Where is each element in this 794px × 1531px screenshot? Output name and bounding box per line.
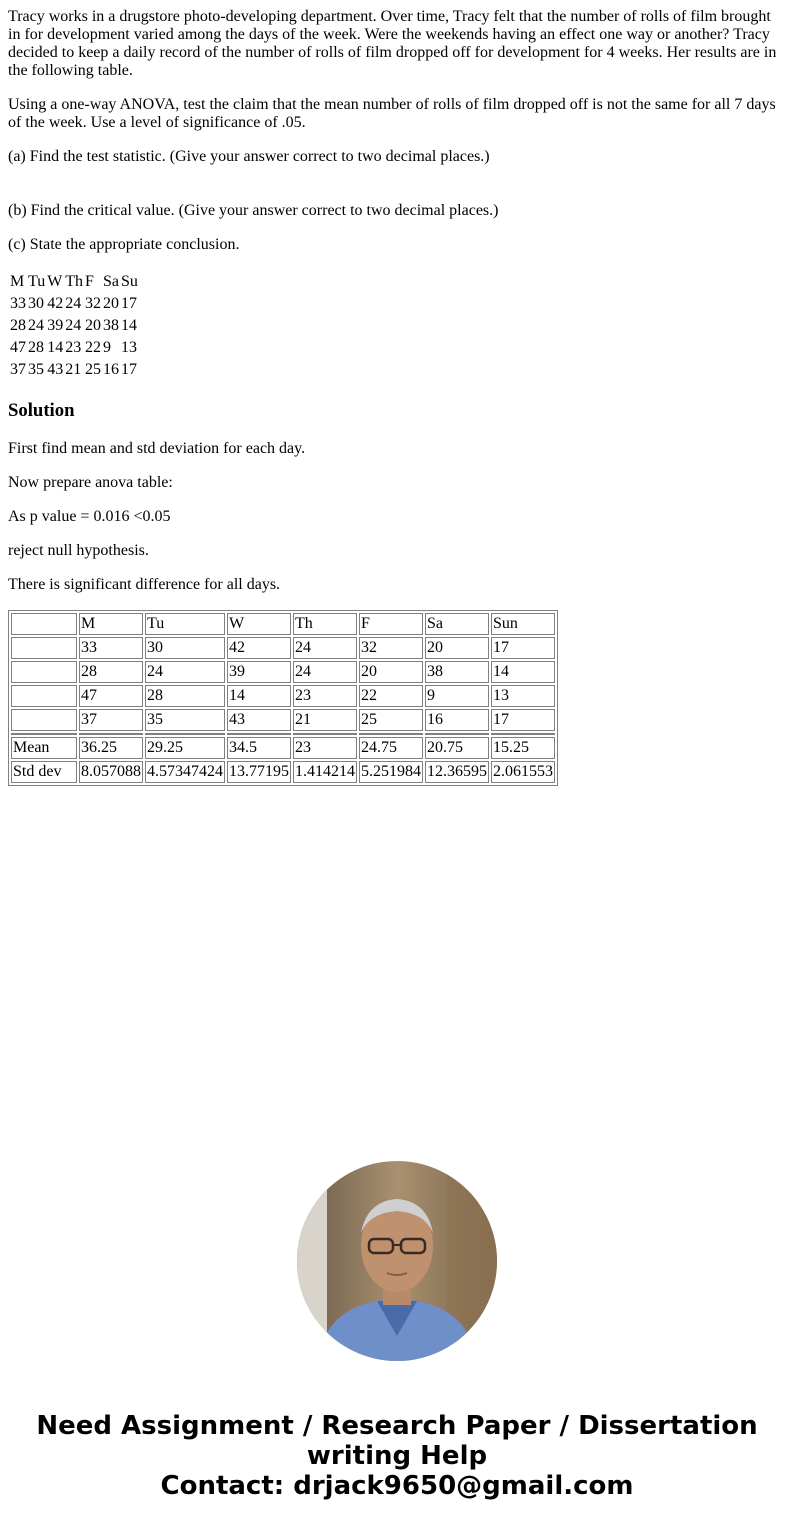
table-cell: 4.57347424 — [145, 761, 225, 783]
table-row-spacer — [11, 733, 555, 735]
table-cell: 14 — [227, 685, 291, 707]
table-cell: 43 — [227, 709, 291, 731]
table-cell: 24 — [145, 661, 225, 683]
table-cell: 42 — [227, 637, 291, 659]
table-cell: 13 — [121, 339, 137, 356]
table-cell: 2.061553 — [491, 761, 555, 783]
table-cell: 9 — [103, 339, 111, 356]
table-cell: 15.25 — [491, 737, 555, 759]
table-row — [10, 338, 138, 358]
header-cell — [11, 613, 77, 635]
table-cell: 14 — [47, 339, 64, 356]
header-cell: Th — [293, 613, 357, 635]
table-cell: 14 — [491, 661, 555, 683]
table-cell: 33 — [10, 295, 26, 312]
table-cell: 29.25 — [145, 737, 225, 759]
table-cell — [11, 637, 77, 659]
table-cell: 13 — [491, 685, 555, 707]
table-cell — [425, 733, 489, 735]
table-cell: 30 — [145, 637, 225, 659]
question-a: (a) Find the test statistic. (Give your answer correct to two decimal places.) — [8, 148, 490, 165]
table-row — [10, 294, 138, 314]
header-cell: F — [85, 273, 94, 290]
header-cell: M — [10, 273, 25, 290]
problem-intro: Tracy works in a drugstore photo-developing department. Over time, Tracy felt that the number of rolls of film brought in for development varied among the days of the week. Were the weekends having an effect one way or another? Tracy decided to keep a daily record of the number of rolls of film dropped off for development for 4 weeks. Her results are in the following table. — [8, 8, 777, 79]
header-cell: Sa — [103, 273, 119, 290]
table-cell: 21 — [293, 709, 357, 731]
header-cell: Tu — [145, 613, 225, 635]
table-cell — [11, 685, 77, 707]
table-cell: 37 — [79, 709, 143, 731]
header-cell: Tu — [28, 273, 46, 290]
table-cell: 12.36595 — [425, 761, 489, 783]
table-cell: 33 — [79, 637, 143, 659]
table-cell: 42 — [47, 295, 64, 312]
table-cell: 24 — [65, 295, 82, 312]
std-dev-row — [11, 761, 555, 783]
table-cell: 36.25 — [79, 737, 143, 759]
table-cell: Std dev — [11, 761, 77, 783]
table-cell: 35 — [28, 361, 44, 378]
table-cell: 20 — [359, 661, 423, 683]
table-cell: 39 — [47, 317, 64, 334]
header-cell: W — [47, 273, 63, 290]
table-cell — [11, 733, 77, 735]
author-avatar — [297, 1161, 497, 1361]
table-cell — [293, 733, 357, 735]
data-table — [8, 270, 140, 382]
table-cell: 47 — [10, 339, 26, 356]
table-cell — [227, 733, 291, 735]
summary-table — [8, 610, 558, 786]
table-cell: 5.251984 — [359, 761, 423, 783]
table-cell: 13.77195 — [227, 761, 291, 783]
table-row — [10, 316, 138, 336]
table-cell: 47 — [79, 685, 143, 707]
table-cell: 9 — [425, 685, 489, 707]
table-cell: 8.057088 — [79, 761, 143, 783]
table-row — [10, 360, 138, 380]
solution-step-5: There is significant difference for all days. — [8, 576, 281, 593]
table-cell — [359, 733, 423, 735]
header-cell: Su — [121, 273, 138, 290]
table-cell: 17 — [121, 295, 137, 312]
solution-step-2: Now prepare anova table: — [8, 474, 173, 491]
table-cell: 34.5 — [227, 737, 291, 759]
table-cell — [11, 709, 77, 731]
document-body — [0, 8, 794, 786]
table-cell: 43 — [47, 361, 64, 378]
promo-line: Need Assignment / Research Paper / Dissertation — [36, 1411, 758, 1441]
header-cell: Th — [65, 273, 83, 290]
header-cell: M — [79, 613, 143, 635]
table-cell: 20 — [85, 317, 101, 334]
table-row — [11, 685, 555, 707]
header-cell: F — [359, 613, 423, 635]
table-cell: 23 — [65, 339, 82, 356]
table-cell — [11, 661, 77, 683]
table-cell — [79, 733, 143, 735]
table-cell: 22 — [85, 339, 101, 356]
promo-line: writing Help — [306, 1441, 488, 1471]
table-cell: 17 — [491, 709, 555, 731]
table-cell: 39 — [227, 661, 291, 683]
table-cell — [491, 733, 555, 735]
problem-claim: Using a one-way ANOVA, test the claim that the mean number of rolls of film dropped off is not the same for all 7 days of the week. Use a level of significance of .05. — [8, 96, 776, 131]
header-cell: Sa — [425, 613, 489, 635]
solution-step-3: As p value = 0.016 <0.05 — [8, 508, 171, 525]
header-cell: Sun — [491, 613, 555, 635]
table-cell: 16 — [425, 709, 489, 731]
table-cell: 20 — [425, 637, 489, 659]
table-cell: 28 — [79, 661, 143, 683]
table-cell: 14 — [121, 317, 137, 334]
header-cell: W — [227, 613, 291, 635]
table-cell: 17 — [491, 637, 555, 659]
table-cell: Mean — [11, 737, 77, 759]
data-table-header — [10, 272, 138, 292]
table-cell: 35 — [145, 709, 225, 731]
table-cell: 22 — [359, 685, 423, 707]
table-cell: 24.75 — [359, 737, 423, 759]
table-cell: 24 — [28, 317, 44, 334]
table-cell: 25 — [85, 361, 101, 378]
table-cell: 38 — [425, 661, 489, 683]
table-row — [11, 709, 555, 731]
table-cell: 17 — [121, 361, 137, 378]
table-cell: 20.75 — [425, 737, 489, 759]
question-b: (b) Find the critical value. (Give your answer correct to two decimal places.) — [8, 202, 499, 219]
table-row — [11, 661, 555, 683]
table-cell: 25 — [359, 709, 423, 731]
solution-step-4: reject null hypothesis. — [8, 542, 149, 559]
table-cell — [145, 733, 225, 735]
solution-step-1: First find mean and std deviation for each day. — [8, 440, 306, 457]
mean-row — [11, 737, 555, 759]
table-cell: 23 — [293, 737, 357, 759]
table-cell: 24 — [65, 317, 82, 334]
table-cell: 21 — [65, 361, 82, 378]
table-cell: 32 — [359, 637, 423, 659]
table-cell: 32 — [85, 295, 101, 312]
promo-contact: Contact: drjack9650@gmail.com — [160, 1471, 634, 1501]
table-cell: 38 — [103, 317, 119, 334]
table-cell: 28 — [145, 685, 225, 707]
table-cell: 28 — [10, 317, 26, 334]
table-row — [11, 637, 555, 659]
table-cell: 30 — [28, 295, 44, 312]
summary-table-header — [11, 613, 555, 635]
table-cell: 24 — [293, 637, 357, 659]
solution-heading: Solution — [8, 400, 75, 421]
table-cell: 20 — [103, 295, 119, 312]
table-cell: 23 — [293, 685, 357, 707]
author-portrait — [297, 1161, 497, 1361]
table-cell: 16 — [103, 361, 119, 378]
table-cell: 24 — [293, 661, 357, 683]
table-cell: 28 — [28, 339, 44, 356]
table-cell: 1.414214 — [293, 761, 357, 783]
table-cell: 37 — [10, 361, 26, 378]
promo-banner — [0, 1411, 794, 1501]
question-c: (c) State the appropriate conclusion. — [8, 236, 240, 253]
